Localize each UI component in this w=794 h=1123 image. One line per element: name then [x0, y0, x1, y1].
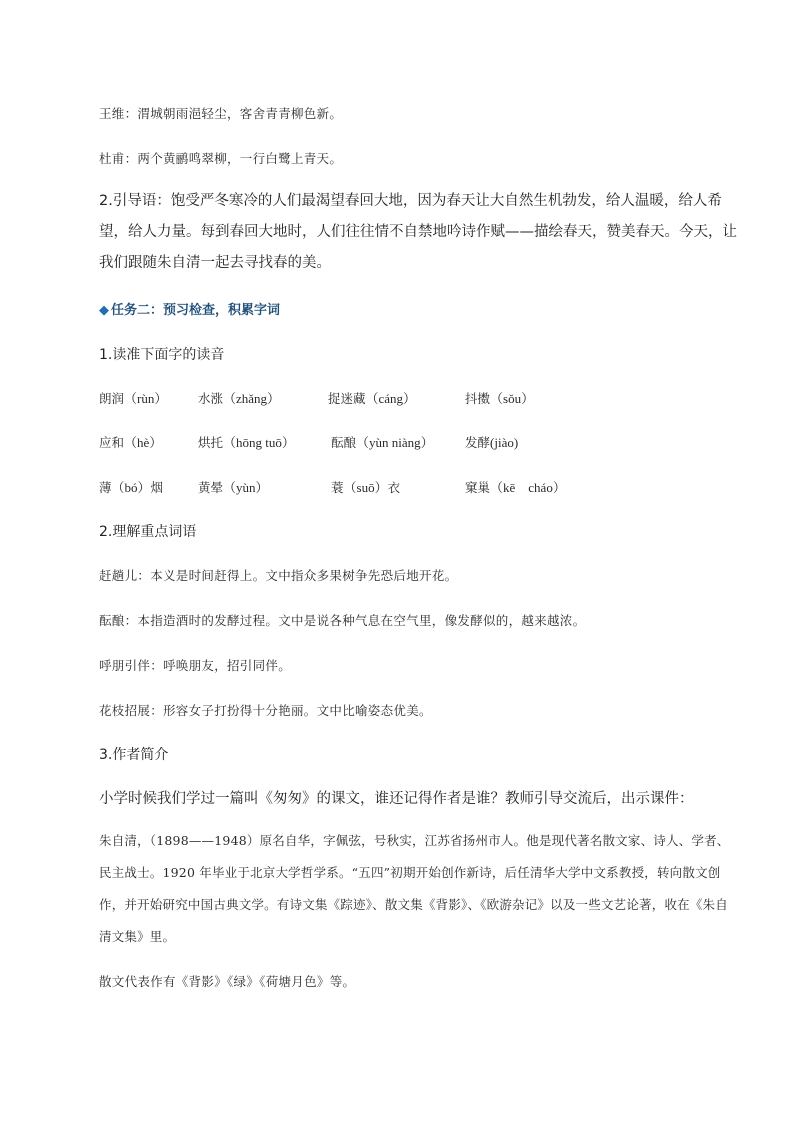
pron-word: 抖擞: [465, 391, 491, 406]
pron-pinyin: （sǒu）: [490, 391, 535, 406]
pron-word: 发酵: [465, 435, 491, 450]
pron-word: 应和: [99, 435, 125, 450]
pron-word: 朗润: [99, 391, 125, 406]
pron-word: 蓑: [331, 480, 344, 495]
pron-pinyin: （hè）: [124, 435, 163, 450]
section3-heading: 3.作者简介: [99, 747, 169, 763]
vocab-item: 呼朋引伴：呼唤朋友，招引同伴。: [99, 658, 292, 673]
pron-item: [328, 388, 416, 407]
task2-title: 任务二：预习检查，积累字词: [111, 303, 281, 318]
pron-item: [99, 432, 162, 451]
author-bio: 朱自清，（1898——1948）原名自华，字佩弦，号秋实，江苏省扬州市人。他是现代著名散文家、诗人、学者、民主战士。1920 年毕业于北京大学哲学系。“五四”初期开始创作新诗，后任清华大学中文系教授，转向散文创作，并开始研究中国古典文学。有诗文集《踪迹》、散文集《背影》、《欧游杂记》以及一些文艺论著，收在《朱自清文集》里。: [99, 833, 730, 944]
intro-paragraph: 2.引导语：饱受严冬寒冷的人们最渴望春回大地，因为春天让大自然生机勃发，给人温暖，给人希望，给人力量。每到春回大地时，人们往往情不自禁地吟诗作赋——描绘春天，赞美春天。今天，让我们跟随朱自清一起去寻找春的美。: [99, 193, 737, 271]
poem-dufu: 杜甫：两个黄鹂鸣翠柳，一行白鹭上青天。: [99, 151, 343, 166]
pron-item: [198, 432, 295, 451]
pron-word: 窠巢: [465, 480, 491, 495]
pron-word: 酝酿: [331, 435, 357, 450]
pron-item: [465, 388, 534, 407]
vocab-item: 酝酿：本指造酒时的发酵过程。文中是说各种气息在空气里，像发酵似的，越来越浓。: [99, 613, 586, 628]
pron-pinyin: （hōng tuō）: [223, 435, 295, 450]
pron-word: 捉迷藏: [328, 391, 366, 406]
pron-word-tail: 烟: [150, 480, 164, 495]
author-question: 小学时候我们学过一篇叫《匆匆》的课文，谁还记得作者是谁？教师引导交流后，出示课件：: [99, 791, 694, 807]
pron-word: 烘托: [198, 435, 224, 450]
pron-item: [465, 432, 518, 451]
pron-pinyin: （cáng）: [365, 391, 417, 406]
vocab-item: 花枝招展：形容女子打扮得十分艳丽。文中比喻姿态优美。: [99, 703, 432, 718]
pron-item: [198, 388, 280, 407]
pron-word: 薄: [99, 480, 112, 495]
task2-heading: [99, 299, 739, 318]
pron-pinyin: （bó）: [111, 480, 151, 495]
pron-word-tail: 衣: [387, 480, 401, 495]
pron-pinyin: （kē cháo）: [490, 480, 566, 495]
pron-item: [198, 477, 269, 496]
pron-item: [465, 477, 566, 496]
pron-pinyin: （rùn）: [124, 391, 168, 406]
pron-item: [99, 477, 163, 496]
pron-pinyin: (jiào): [490, 435, 519, 450]
poem-wangwei: 王维：渭城朝雨浥轻尘，客舍青青柳色新。: [99, 106, 343, 121]
pron-pinyin: （yùn niàng）: [356, 435, 434, 450]
pron-item: [331, 432, 434, 451]
pron-item: [331, 477, 400, 496]
pron-pinyin: （zhǎng）: [223, 391, 281, 406]
section1-heading: 1.读准下面字的读音: [99, 347, 225, 363]
section2-heading: 2.理解重点词语: [99, 524, 197, 540]
pron-item: [99, 388, 167, 407]
diamond-icon: ◆: [99, 303, 109, 318]
pron-pinyin: （yùn）: [223, 480, 269, 495]
vocab-item: 赶趟儿：本义是时间赶得上。文中指众多果树争先恐后地开花。: [99, 568, 458, 583]
pron-word: 水涨: [198, 391, 224, 406]
pron-word: 黄晕: [198, 480, 224, 495]
representative-works: 散文代表作有《背影》《绿》《荷塘月色》等。: [99, 974, 356, 989]
pron-pinyin: （suō）: [343, 480, 388, 495]
